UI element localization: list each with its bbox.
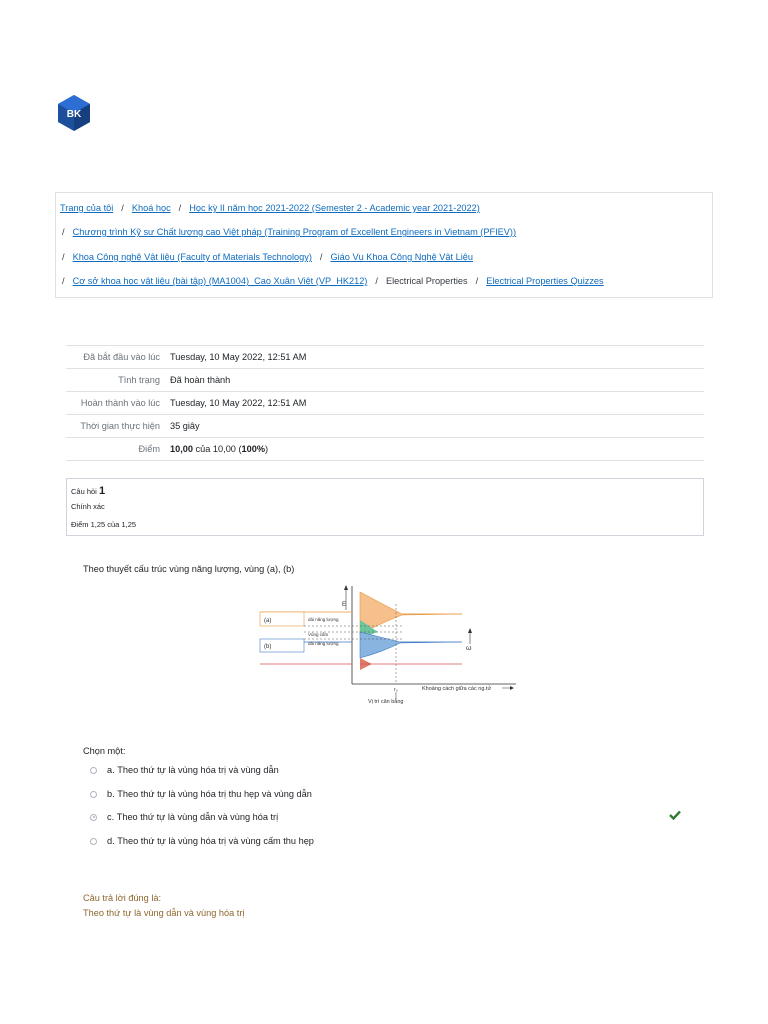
- answer-text-b: Theo thứ tự là vùng hóa trị thu hẹp và vùng dẫn: [117, 789, 312, 799]
- grade-close: ): [265, 444, 269, 454]
- breadcrumb-line-3: [62, 252, 473, 262]
- axis-e-label: E: [342, 602, 347, 608]
- breadcrumb-separator: /: [178, 203, 182, 213]
- breadcrumb-line-1: [60, 203, 480, 213]
- summary-row-time: [66, 415, 704, 438]
- time-value: 35 giây: [166, 415, 704, 438]
- state-label: Tình trạng: [66, 369, 166, 392]
- breadcrumb-line-4: [62, 276, 604, 286]
- question-text: Theo thuyết cấu trúc vùng năng lượng, vùng (a), (b): [83, 564, 295, 574]
- grade-score: 10,00: [170, 444, 193, 454]
- breadcrumb-separator: /: [375, 276, 378, 286]
- x-axis-label: Khoảng cách giữa các ng.tử: [422, 686, 492, 692]
- started-value: Tuesday, 10 May 2022, 12:51 AM: [166, 346, 704, 369]
- correct-answer-title: Câu trả lời đúng là:: [83, 893, 162, 903]
- breadcrumb-academic-affairs-link[interactable]: Giáo Vụ Khoa Công Nghệ Vật Liệu: [330, 252, 473, 262]
- breadcrumb-program-link[interactable]: Chương trình Kỹ sư Chất lượng cao Việt pháp (Training Program of Excellent Engineers in Vietnam (PFIEV)): [72, 227, 517, 237]
- answer-letter-a: a.: [107, 765, 115, 775]
- answer-text-a: Theo thứ tự là vùng hóa trị và vùng dẫn: [117, 765, 279, 775]
- answer-text-d: Theo thứ tự là vùng hóa trị và vùng cấm thu hẹp: [117, 836, 314, 846]
- question-number-value: 1: [98, 485, 106, 497]
- svg-text:BK: BK: [66, 109, 82, 120]
- bk-logo-icon: [56, 94, 92, 132]
- answer-letter-c: c.: [107, 812, 115, 822]
- answer-option-d[interactable]: [90, 836, 314, 846]
- radio-d[interactable]: [90, 838, 97, 845]
- grade-percent: 100%: [241, 444, 266, 454]
- answer-option-c[interactable]: [90, 812, 278, 822]
- answer-option-b[interactable]: [90, 789, 312, 799]
- breadcrumb-my-page-link[interactable]: Trang của tôi: [60, 203, 114, 213]
- breadcrumb-separator: /: [62, 227, 65, 237]
- breadcrumb-separator: /: [319, 252, 323, 262]
- breadcrumb-line-2: [62, 227, 516, 237]
- state-value: Đã hoàn thành: [166, 369, 704, 392]
- breadcrumb-semester-link[interactable]: Học kỳ II năm học 2021-2022 (Semester 2 - Academic year 2021-2022): [189, 203, 480, 213]
- breadcrumb-section: Electrical Properties: [385, 276, 468, 286]
- radio-a[interactable]: [90, 767, 97, 774]
- summary-row-grade: [66, 438, 704, 461]
- breadcrumb-separator: /: [62, 252, 65, 262]
- summary-row-completed: [66, 392, 704, 415]
- label-a: (a): [264, 618, 272, 624]
- completed-value: Tuesday, 10 May 2022, 12:51 AM: [166, 392, 704, 415]
- answer-option-a[interactable]: [90, 765, 279, 775]
- energy-band-diagram: [254, 582, 516, 710]
- summary-row-state: [66, 369, 704, 392]
- started-label: Đã bắt đầu vào lúc: [66, 346, 166, 369]
- answer-letter-d: d.: [107, 836, 115, 846]
- correct-check-icon: [669, 810, 681, 820]
- breadcrumb-course-link[interactable]: Cơ sở khoa học vật liệu (bài tập) (MA1004)_Cao Xuân Việt (VP_HK212): [72, 276, 368, 286]
- question-info-box: [66, 478, 704, 536]
- breadcrumb: [55, 192, 713, 298]
- site-logo[interactable]: [56, 94, 269, 132]
- gap-label: Vùng cấm: [308, 632, 329, 637]
- r0-label: r₀: [394, 687, 398, 693]
- breadcrumb-quiz-link[interactable]: Electrical Properties Quizzes: [486, 276, 604, 286]
- question-number-label: Câu hỏi: [71, 487, 97, 496]
- breadcrumb-separator: /: [121, 203, 124, 213]
- completed-label: Hoàn thành vào lúc: [66, 392, 166, 415]
- axis-w-label: ω: [466, 645, 472, 652]
- breadcrumb-faculty-link[interactable]: Khoa Công nghệ Vật liệu (Faculty of Materials Technology): [72, 252, 312, 262]
- summary-row-started: [66, 346, 704, 369]
- question-number: [71, 485, 105, 497]
- site-name: BÁCH KHOA E-LEARNING: [102, 105, 270, 121]
- band-label-1: dải năng lượng: [308, 617, 339, 622]
- answer-text-c: Theo thứ tự là vùng dẫn và vùng hóa trị: [116, 812, 279, 822]
- radio-c[interactable]: [90, 814, 97, 821]
- label-b: (b): [264, 644, 272, 650]
- correct-answer-text: Theo thứ tự là vùng dẫn và vùng hóa trị: [83, 908, 245, 918]
- question-grade: Điểm 1,25 của 1,25: [71, 520, 137, 529]
- equilibrium-label: Vị trí cân bằng: [368, 699, 404, 705]
- attempt-summary-table: [66, 345, 704, 461]
- grade-label: Điểm: [66, 438, 166, 461]
- choose-one-label: Chọn một:: [83, 746, 126, 756]
- time-label: Thời gian thực hiện: [66, 415, 166, 438]
- band-label-2: dải năng lượng: [308, 641, 339, 646]
- grade-of: của 10,00 (: [193, 444, 242, 454]
- radio-b[interactable]: [90, 791, 97, 798]
- breadcrumb-separator: /: [475, 276, 479, 286]
- answer-letter-b: b.: [107, 789, 115, 799]
- question-state: Chính xác: [71, 502, 105, 511]
- breadcrumb-separator: /: [62, 276, 65, 286]
- grade-value: [166, 438, 704, 461]
- breadcrumb-courses-link[interactable]: Khoá học: [131, 203, 171, 213]
